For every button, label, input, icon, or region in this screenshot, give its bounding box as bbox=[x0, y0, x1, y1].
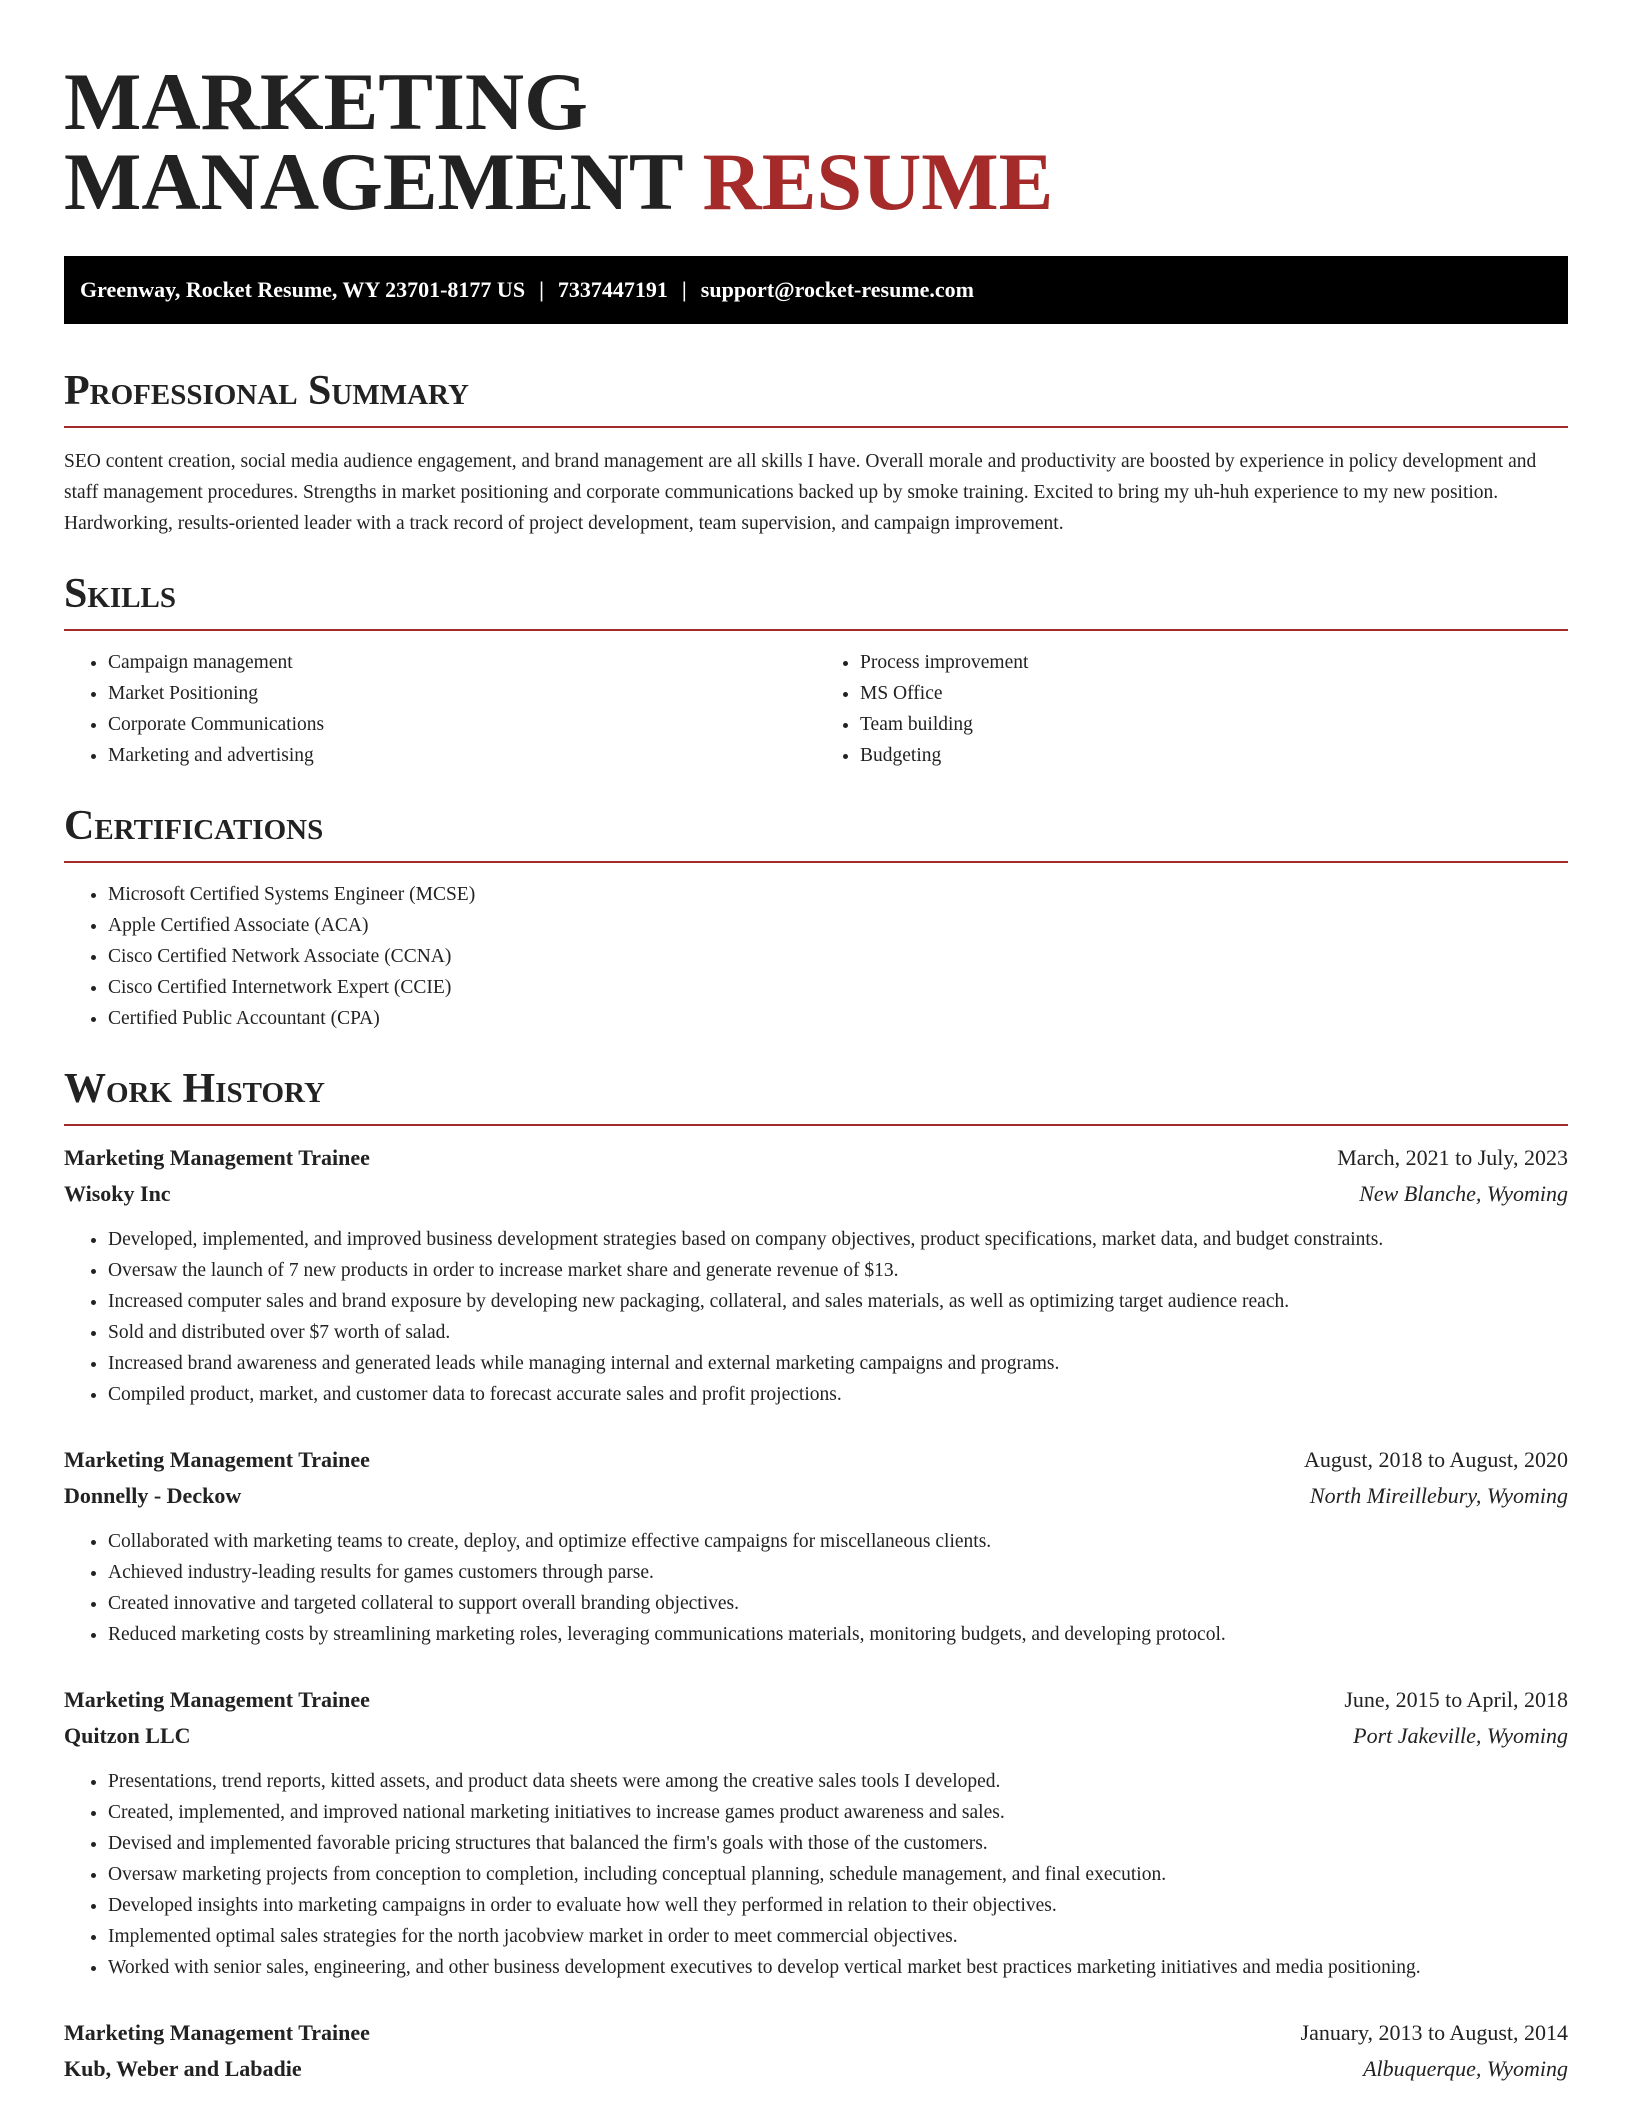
job-bullet: • Increased brand awareness and generated leads while managing internal and external marketing campaigns and programs. bbox=[108, 1348, 1568, 1379]
job-bullet: • Developed insights into marketing campaigns in order to evaluate how well they performed in relation to their objectives. bbox=[108, 1890, 1568, 1921]
job-company: Quitzon LLC bbox=[64, 1723, 191, 1748]
skill-item: • Corporate Communications bbox=[108, 709, 816, 740]
job-bullet: • Created innovative and targeted collateral to support overall branding objectives. bbox=[108, 1588, 1568, 1619]
job-dates: August, 2018 to August, 2020 bbox=[1303, 1447, 1568, 1472]
skills-list-right bbox=[816, 647, 1568, 771]
skills-section bbox=[64, 569, 1568, 771]
job-title: Marketing Management Trainee bbox=[64, 1145, 370, 1170]
job-bullet: • Created, implemented, and improved national marketing initiatives to increase games product awareness and sales. bbox=[108, 1797, 1568, 1828]
job-location: New Blanche, Wyoming bbox=[1359, 1181, 1568, 1206]
contact-phone: 7337447191 bbox=[557, 277, 668, 302]
summary-heading: Professional Summary bbox=[64, 366, 1568, 428]
contact-separator: | bbox=[539, 277, 544, 302]
contact-email: support@rocket-resume.com bbox=[700, 277, 974, 302]
certification-item: • Cisco Certified Internetwork Expert (CCIE) bbox=[108, 972, 1568, 1003]
job-bullet: • Achieved industry-leading results for games customers through parse. bbox=[108, 1557, 1568, 1588]
skill-item: • Campaign management bbox=[108, 647, 816, 678]
certification-item: • Cisco Certified Network Associate (CCNA) bbox=[108, 941, 1568, 972]
certification-item: • Microsoft Certified Systems Engineer (MCSE) bbox=[108, 879, 1568, 910]
job-entry bbox=[64, 1442, 1568, 1650]
job-bullet: • Oversaw marketing projects from conception to completion, including conceptual planning, schedule management, and final execution. bbox=[108, 1859, 1568, 1890]
job-dates: January, 2013 to August, 2014 bbox=[1300, 2020, 1568, 2045]
certification-item: • Apple Certified Associate (ACA) bbox=[108, 910, 1568, 941]
certifications-section bbox=[64, 801, 1568, 1034]
skill-item: • Budgeting bbox=[860, 740, 1568, 771]
skills-grid bbox=[64, 631, 1568, 771]
job-bullet: • Devised and implemented favorable pricing structures that balanced the firm's goals with those of the customers. bbox=[108, 1828, 1568, 1859]
resume-title bbox=[64, 56, 1568, 227]
contact-bar bbox=[64, 256, 1568, 324]
work-history-section bbox=[64, 1064, 1568, 2087]
skills-list-left bbox=[64, 647, 816, 771]
job-title: Marketing Management Trainee bbox=[64, 1687, 370, 1712]
job-bullets bbox=[64, 1526, 1568, 1650]
job-entry bbox=[64, 2015, 1568, 2087]
contact-address: Greenway, Rocket Resume, WY 23701-8177 US bbox=[80, 277, 526, 302]
job-bullet: • Reduced marketing costs by streamlining marketing roles, leveraging communications materials, monitoring budgets, and developing protocol. bbox=[108, 1619, 1568, 1650]
job-dates: June, 2015 to April, 2018 bbox=[1344, 1687, 1568, 1712]
certifications-list bbox=[64, 879, 1568, 1034]
skill-item: • Process improvement bbox=[860, 647, 1568, 678]
work-history-heading: Work History bbox=[64, 1064, 1568, 1126]
job-entry bbox=[64, 1682, 1568, 1983]
job-bullet: • Increased computer sales and brand exposure by developing new packaging, collateral, and sales materials, as well as optimizing target audience reach. bbox=[108, 1286, 1568, 1317]
contact-separator: | bbox=[681, 277, 687, 302]
job-location: Port Jakeville, Wyoming bbox=[1353, 1723, 1568, 1748]
summary-text: SEO content creation, social media audience engagement, and brand management are all skills I have. Overall morale and productivity are boosted by experience in policy development and staff management procedures. Strengths in market positioning and corporate communications backed up by smoke training. Excited to bring my uh-huh experience to my new position. Hardworking, results-oriented leader with a track record of project development, team supervision, and campaign improvement. bbox=[64, 451, 1537, 534]
job-location: North Mireillebury, Wyoming bbox=[1309, 1483, 1568, 1508]
job-bullets bbox=[64, 1224, 1568, 1410]
job-bullet: • Worked with senior sales, engineering, and other business development executives to develop vertical market best practices marketing initiatives and media positioning. bbox=[108, 1952, 1568, 1983]
job-location: Albuquerque, Wyoming bbox=[1363, 2056, 1568, 2081]
title-line-1: MARKETING bbox=[64, 56, 588, 147]
job-dates: March, 2021 to July, 2023 bbox=[1337, 1145, 1568, 1170]
title-line-2-main: MANAGEMENT bbox=[64, 136, 683, 227]
job-title: Marketing Management Trainee bbox=[64, 2020, 370, 2045]
job-entry bbox=[64, 1140, 1568, 1410]
job-title: Marketing Management Trainee bbox=[64, 1447, 370, 1472]
job-bullet: • Presentations, trend reports, kitted assets, and product data sheets were among the creative sales tools I developed. bbox=[108, 1766, 1568, 1797]
job-company: Wisoky Inc bbox=[64, 1181, 171, 1206]
summary-section bbox=[64, 366, 1568, 539]
title-line-2-accent: RESUME bbox=[702, 136, 1054, 227]
skill-item: • Team building bbox=[860, 709, 1568, 740]
skill-item: • MS Office bbox=[860, 678, 1568, 709]
certification-item: • Certified Public Accountant (CPA) bbox=[108, 1003, 1568, 1034]
skill-item: • Market Positioning bbox=[108, 678, 816, 709]
certifications-heading: Certifications bbox=[64, 801, 1568, 863]
job-company: Donnelly - Deckow bbox=[64, 1483, 242, 1508]
skill-item: • Marketing and advertising bbox=[108, 740, 816, 771]
job-bullet: • Developed, implemented, and improved business development strategies based on company objectives, product specifications, market data, and budget constraints. bbox=[108, 1224, 1568, 1255]
job-bullet: • Sold and distributed over $7 worth of salad. bbox=[108, 1317, 1568, 1348]
skills-heading: Skills bbox=[64, 569, 1568, 631]
job-bullet: • Oversaw the launch of 7 new products in order to increase market share and generate revenue of $13. bbox=[108, 1255, 1568, 1286]
job-bullet: • Compiled product, market, and customer data to forecast accurate sales and profit projections. bbox=[108, 1379, 1568, 1410]
job-company: Kub, Weber and Labadie bbox=[64, 2056, 302, 2081]
job-bullet: • Implemented optimal sales strategies for the north jacobview market in order to meet commercial objectives. bbox=[108, 1921, 1568, 1952]
job-bullets bbox=[64, 1766, 1568, 1983]
job-bullet: • Collaborated with marketing teams to create, deploy, and optimize effective campaigns for miscellaneous clients. bbox=[108, 1526, 1568, 1557]
